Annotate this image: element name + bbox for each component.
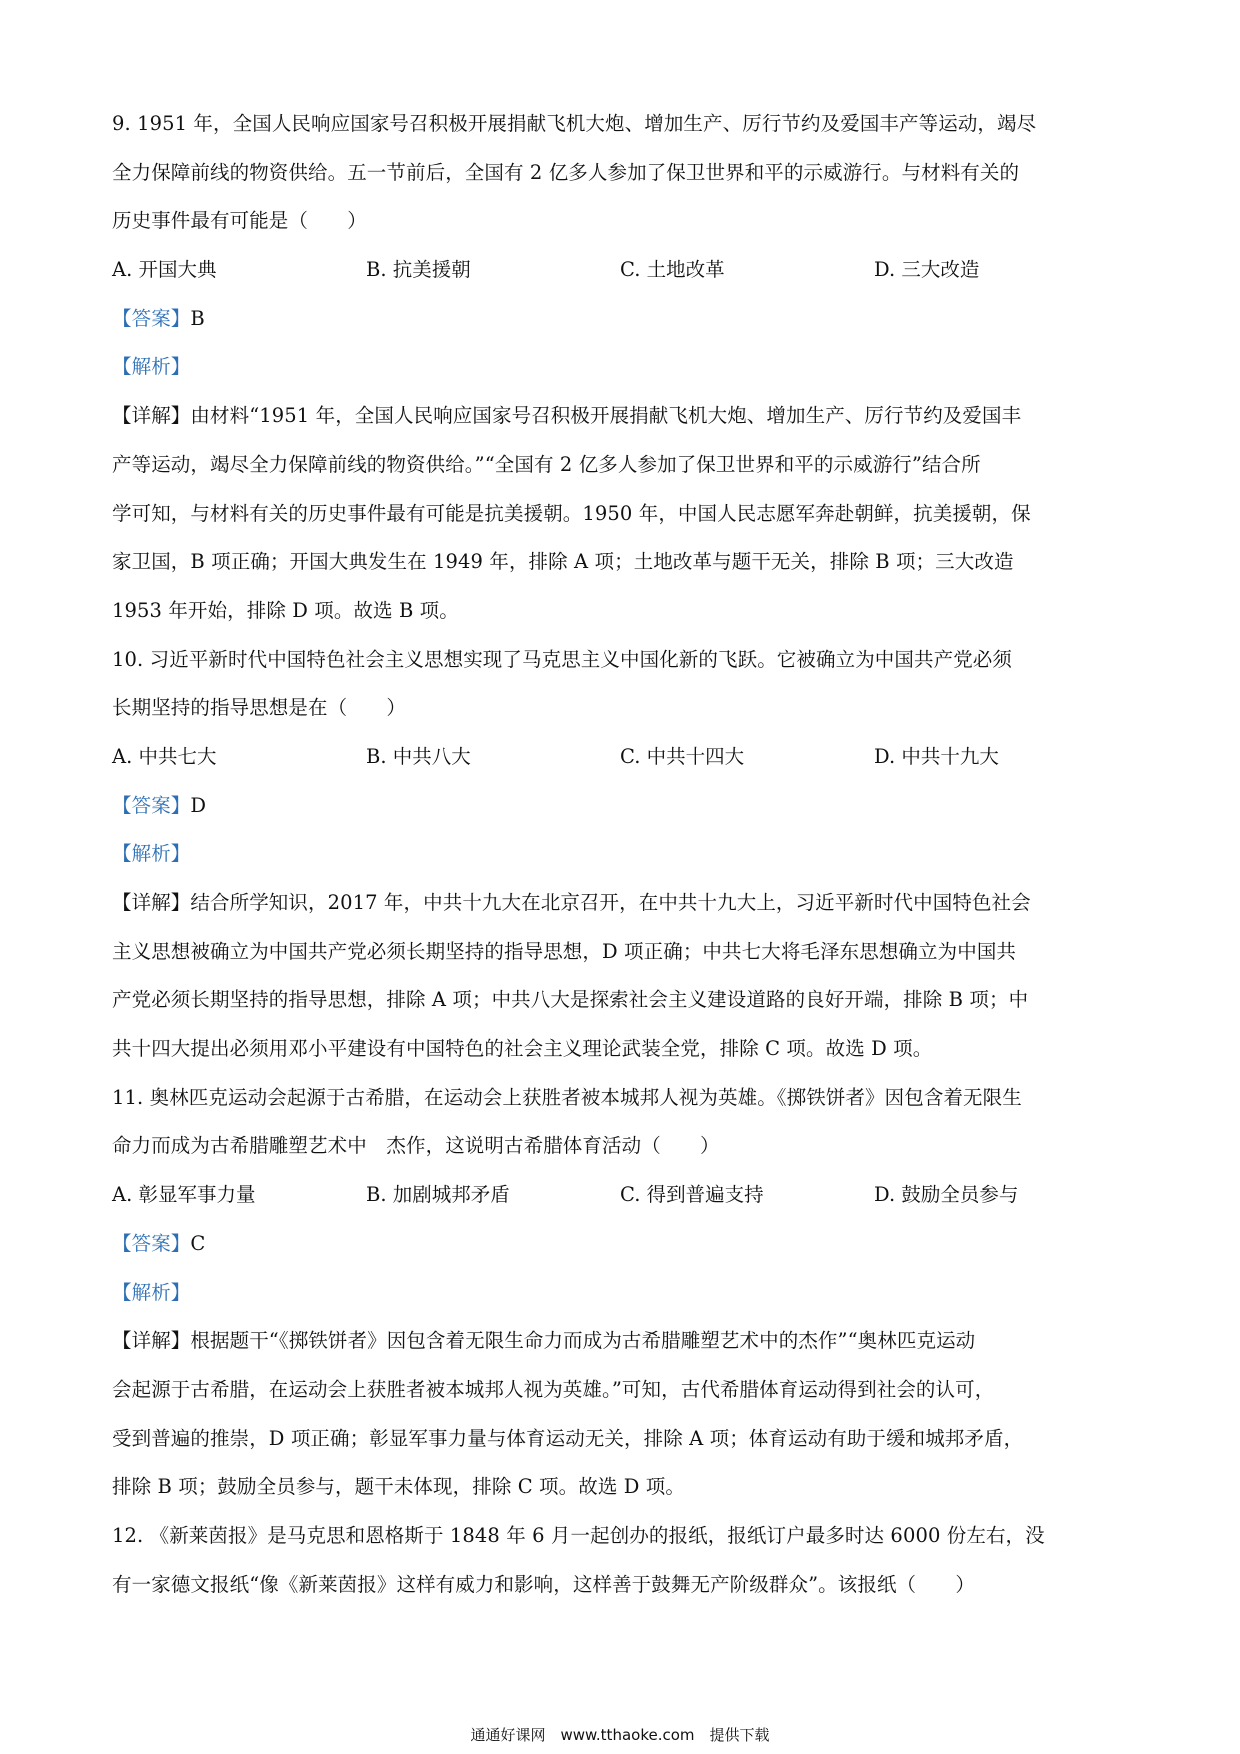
answer-label: 【答案】 [112, 793, 191, 817]
question-11-stem-line-2: 命力而成为古希腊雕塑艺术中 杰作，这说明古希腊体育活动（ ） [112, 1134, 720, 1158]
question-10-detail-line-3: 产党必须长期坚持的指导思想，排除 A 项；中共八大是探索社会主义建设道路的良好开端，排除 B 项；中 [112, 988, 1029, 1012]
detail-text: 由材料“1951 年，全国人民响应国家号召积极开展捐献飞机大炮、增加生产、厉行节约及爱国丰 [190, 404, 1022, 428]
question-9-detail-line-4: 家卫国，B 项正确；开国大典发生在 1949 年，排除 A 项；土地改革与题干无关，排除 B 项；三大改造 [112, 550, 1014, 574]
question-11-option-c: C. 得到普遍支持 [620, 1183, 764, 1207]
question-9-detail-line-3: 学可知，与材料有关的历史事件最有可能是抗美援朝。1950 年，中国人民志愿军奔赴朝鲜，抗美援朝，保 [112, 501, 1031, 525]
answer-label: 【答案】 [112, 306, 191, 330]
question-11-stem-line-1: 11. 奥林匹克运动会起源于古希腊，在运动会上获胜者被本城邦人视为英雄。《掷铁饼者》因包含着无限生 [112, 1085, 1022, 1109]
question-10-option-a: A. 中共七大 [112, 744, 217, 768]
question-10-detail-line-4: 共十四大提出必须用邓小平建设有中国特色的社会主义理论武装全党，排除 C 项。故选 D 项。 [112, 1037, 933, 1061]
question-11-detail-line-4: 排除 B 项；鼓励全员参与，题干未体现，排除 C 项。故选 D 项。 [112, 1475, 685, 1499]
answer-label: 【答案】 [112, 1231, 191, 1255]
question-9-stem-line-1: 9. 1951 年，全国人民响应国家号召积极开展捐献飞机大炮、增加生产、厉行节约及爱国丰产等运动，竭尽 [112, 112, 1037, 135]
question-9-option-c: C. 土地改革 [620, 258, 725, 282]
question-11-answer [112, 1220, 1132, 1269]
question-10-option-d: D. 中共十九大 [874, 744, 999, 768]
answer-value: B [190, 306, 205, 330]
question-10-stem-line-2: 长期坚持的指导思想是在（ ） [112, 696, 407, 720]
analysis-label: 【解析】 [112, 842, 191, 866]
question-9-option-a: A. 开国大典 [112, 258, 217, 282]
question-10-detail-line-1 [112, 879, 1132, 928]
answer-value: C [190, 1231, 206, 1255]
analysis-label: 【解析】 [112, 1280, 191, 1304]
page-footer: 通通好课网 www.tthaoke.com 提供下载 [470, 1726, 770, 1744]
question-10-options [112, 733, 1132, 782]
question-9-detail-line-2: 产等运动，竭尽全力保障前线的物资供给。”“全国有 2 亿多人参加了保卫世界和平的示威游行”结合所 [112, 452, 981, 476]
question-11-detail-line-1 [112, 1317, 1132, 1366]
question-12-stem-line-2: 有一家德文报纸“像《新莱茵报》这样有威力和影响，这样善于鼓舞无产阶级群众”。该报纸（ ） [112, 1572, 975, 1596]
question-9-answer [112, 295, 1132, 344]
question-12 [112, 1512, 1132, 1609]
question-9-detail-line-5: 1953 年开始，排除 D 项。故选 B 项。 [112, 598, 459, 622]
detail-label: 【详解】 [112, 891, 191, 914]
question-9-option-b: B. 抗美援朝 [366, 258, 471, 282]
question-10-detail-line-2: 主义思想被确立为中国共产党必须长期坚持的指导思想，D 项正确；中共七大将毛泽东思想确立为中国共 [112, 939, 1017, 963]
detail-text: 根据题干“《掷铁饼者》因包含着无限生命力而成为古希腊雕塑艺术中的杰作”“奥林匹克运动 [190, 1329, 976, 1353]
question-9 [112, 100, 1132, 636]
question-11-detail-line-2: 会起源于古希腊，在运动会上获胜者被本城邦人视为英雄。”可知，古代希腊体育运动得到社会的认可， [112, 1377, 995, 1401]
question-9-stem-line-2: 全力保障前线的物资供给。五一节前后，全国有 2 亿多人参加了保卫世界和平的示威游行。与材料有关的 [112, 160, 1020, 184]
question-11-analysis [112, 1269, 1132, 1318]
document-page [112, 100, 1132, 1609]
question-10 [112, 636, 1132, 1074]
question-10-option-c: C. 中共十四大 [620, 744, 745, 768]
question-9-analysis [112, 343, 1132, 392]
question-9-stem-line-3: 历史事件最有可能是（ ） [112, 209, 367, 233]
question-11-detail-line-3: 受到普遍的推崇，D 项正确；彰显军事力量与体育运动无关，排除 A 项；体育运动有助于缓和城邦矛盾， [112, 1426, 1024, 1450]
question-9-detail-line-1 [112, 392, 1132, 441]
question-12-stem-line-1: 12. 《新莱茵报》是马克思和恩格斯于 1848 年 6 月一起创办的报纸，报纸订户最多时达 6000 份左右，没 [112, 1523, 1045, 1547]
detail-label: 【详解】 [112, 1329, 191, 1353]
question-9-option-d: D. 三大改造 [874, 258, 980, 282]
analysis-label: 【解析】 [112, 355, 191, 379]
question-11-option-b: B. 加剧城邦矛盾 [366, 1183, 510, 1207]
question-10-answer [112, 782, 1132, 831]
detail-text: 结合所学知识，2017 年，中共十九大在北京召开，在中共十九大上，习近平新时代中国特色社会 [190, 891, 1031, 914]
question-11-options [112, 1171, 1132, 1220]
question-10-analysis [112, 830, 1132, 879]
question-9-options [112, 246, 1132, 295]
detail-label: 【详解】 [112, 404, 191, 428]
question-11-option-a: A. 彰显军事力量 [112, 1183, 256, 1207]
question-11-option-d: D. 鼓励全员参与 [874, 1183, 1019, 1207]
question-10-stem-line-1: 10. 习近平新时代中国特色社会主义思想实现了马克思主义中国化新的飞跃。它被确立为中国共产党必须 [112, 647, 1013, 671]
question-11 [112, 1074, 1132, 1512]
answer-value: D [190, 793, 207, 817]
question-10-option-b: B. 中共八大 [366, 744, 471, 768]
